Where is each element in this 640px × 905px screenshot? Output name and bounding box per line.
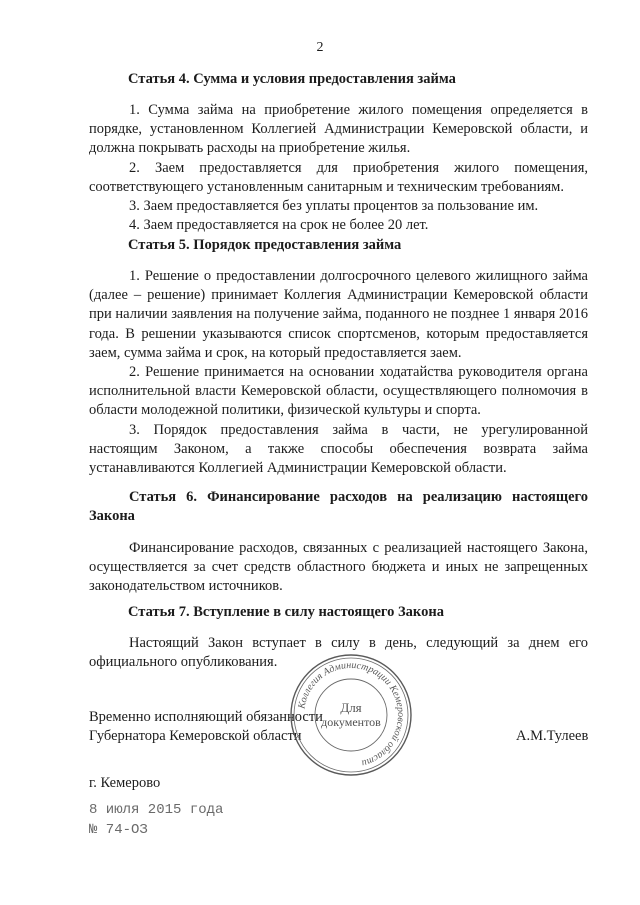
article-5-paragraph-3: 3. Порядок предоставления займа в части, не урегулированной настоящим Законом, а также способы обеспечения возврата займа устанавливаются Коллегией Администрации Кемеровской области. [89,421,588,477]
article-7-title: Статья 7. Вступление в силу настоящего Закона [128,604,444,620]
article-7-paragraph-1: Настоящий Закон вступает в силу в день, следующий за днем его официального опубликования. [89,635,588,671]
signatory-name: А.М.Тулеев [516,728,589,744]
city-label: г. Кемерово [89,775,161,791]
registration-number: № 74-ОЗ [89,822,148,838]
article-4-paragraph-3: 3. Заем предоставляется без уплаты процентов за пользование им. [129,198,539,215]
signatory-position-line-1: Временно исполняющий обязанности [89,709,323,725]
article-5-title: Статья 5. Порядок предоставления займа [128,237,402,253]
article-4-body [89,101,588,235]
article-4-paragraph-1: 1. Сумма займа на приобретение жилого помещения определяется в порядке, установленном Коллегией Администрации Кемеровской области, и должна покрывать расходы на приобретение жилья. [89,102,588,157]
article-4-paragraph-4: 4. Заем предоставляется на срок не более 20 лет. [129,217,429,234]
article-5-paragraph-2: 2. Решение принимается на основании ходатайства руководителя органа исполнительной власти Кемеровской области, осуществляющего полномочия в области молодежной политики, физической культуры и спорта. [89,364,588,419]
seal-ring-text: Коллегия Администрации Кемеровской области [296,659,407,769]
article-6-title: Статья 6. Финансирование расходов на реализацию настоящего Закона [89,489,588,524]
article-4-paragraph-2: 2. Заем предоставляется для приобретения жилого помещения, соответствующего установленным санитарным и техническим требованиям. [89,159,588,195]
seal-center-line-2: документов [321,715,381,729]
article-6-body [89,539,588,597]
article-6-paragraph-1: Финансирование расходов, связанных с реализацией настоящего Закона, осуществляется за счет средств областного бюджета и иных не запрещенных законодательством источников. [89,540,588,595]
official-seal-icon [286,650,416,780]
article-5-paragraph-1: 1. Решение о предоставлении долгосрочного целевого жилищного займа (далее – решение) принимает Коллегия Администрации Кемеровской области при наличии заявления на получение займа, поданного не позднее 1 января 2016 года. В решении указываются список спортсменов, которым предоставляется заем, сумма займа и срок, на который предоставляется заем. [89,268,588,361]
registration-date: 8 июля 2015 года [89,802,224,818]
registration-stamp [89,800,223,840]
article-4-title: Статья 4. Сумма и условия предоставления займа [128,71,456,87]
page-number: 2 [316,40,324,55]
article-5-body [89,267,588,478]
seal-center-line-1: Для [340,700,362,715]
signatory-position-line-2: Губернатора Кемеровской области [89,728,302,744]
